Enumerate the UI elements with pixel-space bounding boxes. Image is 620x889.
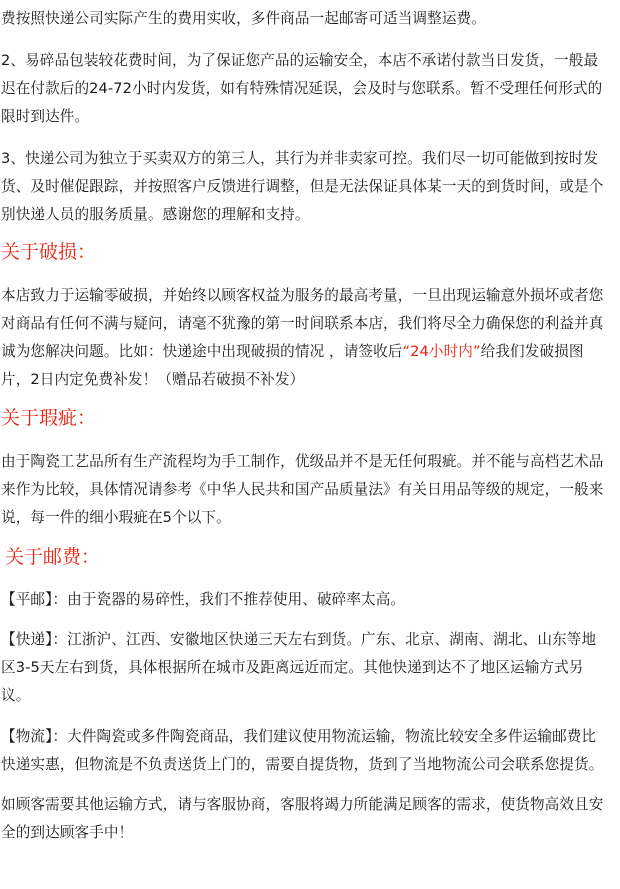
text-line: 迟在付款后的24-72小时内发货，如有特殊情况延误，会及时与您联系。暂不受理任何形式的 xyxy=(1,80,603,97)
damage-heading: 关于破损： xyxy=(1,241,97,263)
text-line: 3、快递公司为独立于买卖双方的第三人，其行为并非卖家可控。我们尽一切可能做到按时发 xyxy=(1,150,599,167)
text-line: 2、易碎品包装较花费时间，为了保证您产品的运输安全，本店不承诺付款当日发货，一般最 xyxy=(1,52,599,69)
text-line: 全的到达顾客手中！ xyxy=(1,824,134,841)
text-line: 【平邮】：由于瓷器的易碎性，我们不推荐使用、破碎率太高。 xyxy=(1,591,406,608)
text-line: 本店致力于运输零破损，并始终以顾客权益为服务的最高考量，一旦出现运输意外损坏或者您 xyxy=(1,287,604,304)
flaw-heading: 关于瑕疵： xyxy=(1,407,97,429)
text-line: 来作为比较，具体情况请参考《中华人民共和国产品质量法》有关日用品等级的规定，一般来 xyxy=(1,481,604,498)
flaw-paragraph xyxy=(1,448,617,532)
text-line: 对商品有任何不满与疑问，请毫不犹豫的第一时间联系本店，我们将尽全力确保您的利益并真 xyxy=(1,315,604,332)
text-line: 货、及时催促跟踪，并按照客户反馈进行调整，但是无法保证具体某一天的到货时间，或是个 xyxy=(1,178,604,195)
express-paragraph xyxy=(1,626,617,710)
text-line: 快递实惠，但物流是不负责送货上门的，需要自提货物，货到了当地物流公司会联系您提货。 xyxy=(1,756,604,773)
text-line: 片，2日内定免费补发！（赠品若破损不补发） xyxy=(1,371,305,388)
courier-third-party-paragraph xyxy=(1,145,617,229)
text-line: 费按照快递公司实际产生的费用实收，多件商品一起邮寄可适当调整运费。 xyxy=(1,10,486,27)
text-line: 由于陶瓷工艺品所有生产流程均为手工制作，优级品并不是无任何瑕疵。并不能与高档艺术品 xyxy=(1,453,604,470)
postage-heading: 关于邮费： xyxy=(5,546,101,568)
surface-mail-paragraph xyxy=(1,586,617,614)
text-line: 别快递人员的服务质量。感谢您的理解和支持。 xyxy=(1,206,310,223)
text-line: 议。 xyxy=(1,687,31,704)
text-line: 限时到达件。 xyxy=(1,108,90,125)
text-line: 【快递】：江浙沪、江西、安徽地区快递三天左右到货。广东、北京、湖南、湖北、山东等地 xyxy=(1,631,597,648)
other-shipping-paragraph xyxy=(1,791,617,847)
text-line: 区3-5天左右到货，具体根据所在城市及距离远近而定。其他快递到达不了地区运输方式另 xyxy=(1,659,584,676)
shipping-fee-paragraph-tail xyxy=(1,5,617,33)
text-line xyxy=(1,338,617,366)
highlight-24-hours: “24小时内” xyxy=(402,343,481,360)
damage-paragraph xyxy=(1,282,617,394)
packaging-time-paragraph xyxy=(1,47,617,131)
text-line: 如顾客需要其他运输方式，请与客服协商，客服将竭力所能满足顾客的需求，使货物高效且安 xyxy=(1,796,604,813)
text-line: 【物流】：大件陶瓷或多件陶瓷商品，我们建议使用物流运输，物流比较安全多件运输邮费比 xyxy=(1,728,597,745)
text-segment: 给我们发破损图 xyxy=(480,343,584,360)
text-line: 说，每一件的细小瑕疵在5个以下。 xyxy=(1,509,231,526)
logistics-paragraph xyxy=(1,723,617,779)
text-segment: 诚为您解决问题。比如：快递途中出现破损的情况 ，请签收后 xyxy=(1,343,403,360)
